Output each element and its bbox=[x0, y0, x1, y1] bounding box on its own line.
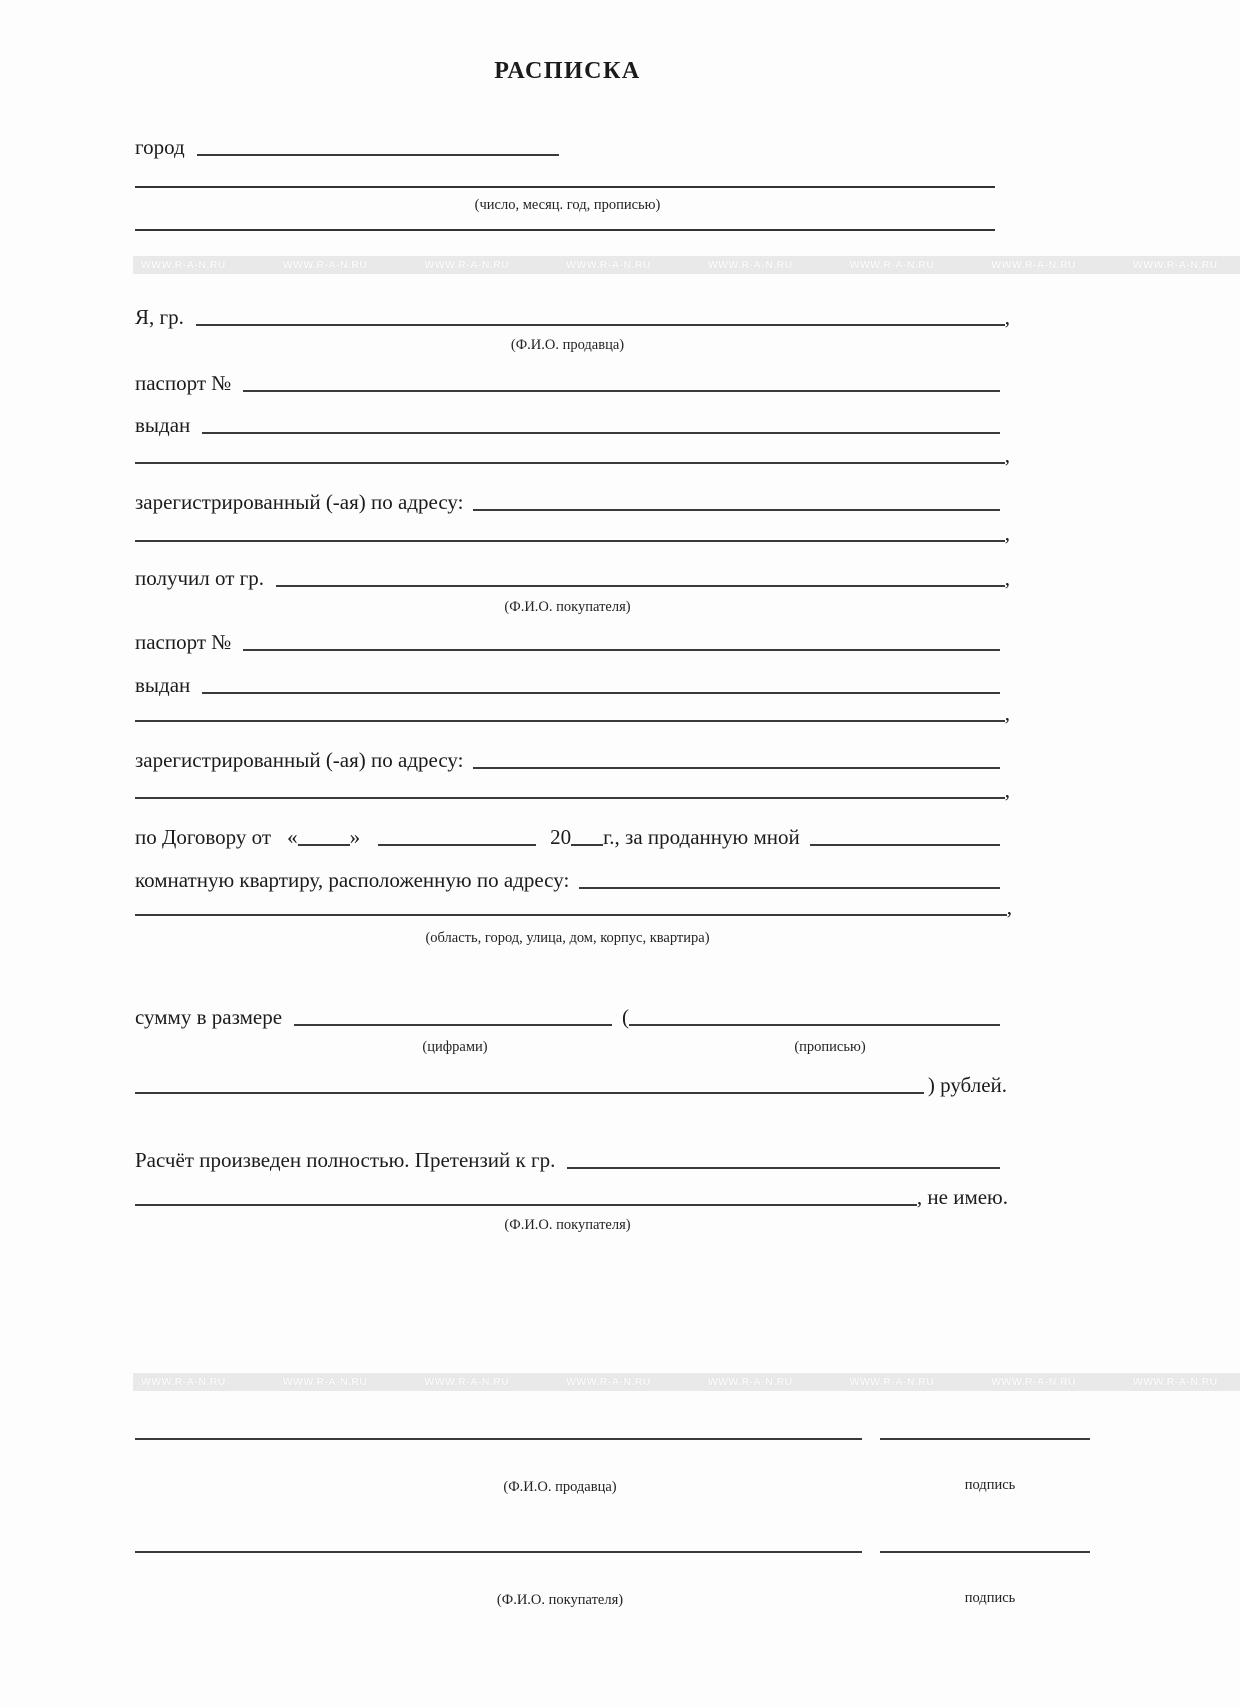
buyer-address-cont-row bbox=[135, 778, 1010, 802]
rubles-suffix: ) рублей. bbox=[927, 1073, 1007, 1097]
buyer-signature-row bbox=[135, 1551, 1090, 1556]
buyer-issued-fill-line bbox=[202, 692, 1000, 694]
buyer-address-row bbox=[135, 748, 1000, 772]
address-hint: (область, город, улица, дом, корпус, квартира) bbox=[425, 930, 710, 946]
seller-address-fill-line-2 bbox=[135, 540, 1005, 542]
quote-close: » bbox=[349, 825, 361, 849]
settlement-row bbox=[135, 1148, 1000, 1172]
buyer-issued-cont-row bbox=[135, 701, 1010, 725]
claims-fill-line-2 bbox=[135, 1204, 917, 1206]
seller-signature-line bbox=[880, 1438, 1090, 1440]
year-prefix: 20 bbox=[550, 825, 572, 849]
sum-label: сумму в размере bbox=[135, 1005, 283, 1029]
apartment-label: комнатную квартиру, расположенную по адресу: bbox=[135, 868, 570, 892]
watermark-text: WWW.R-A-N.RU bbox=[991, 1376, 1076, 1388]
sum-digits-fill-line bbox=[294, 1024, 612, 1026]
buyer-issued-label: выдан bbox=[135, 673, 191, 697]
rooms-fill-line bbox=[810, 844, 1000, 846]
buyer-address-fill-line-2 bbox=[135, 797, 1005, 799]
seller-fio-hint: (Ф.И.О. продавца) bbox=[510, 337, 625, 353]
contract-year-fill-line bbox=[571, 844, 603, 846]
watermark-text: WWW.R-A-N.RU bbox=[849, 259, 935, 271]
seller-signature-hint: подпись bbox=[964, 1477, 1016, 1493]
city-label: город bbox=[135, 135, 185, 159]
sum-words-fill-line-2 bbox=[135, 1092, 924, 1094]
settlement-label: Расчёт произведен полностью. Претензий к гр. bbox=[135, 1148, 556, 1172]
buyer-signature-hint: подпись bbox=[964, 1590, 1016, 1606]
watermark-text: WWW.R-A-N.RU bbox=[1132, 259, 1218, 271]
comma: , bbox=[1004, 443, 1010, 467]
buyer-issued-row bbox=[135, 673, 1000, 697]
date-hint: (число, месяц. год, прописью) bbox=[474, 197, 661, 213]
contract-month-fill-line bbox=[378, 844, 536, 846]
seller-registered-label: зарегистрированный (-ая) по адресу: bbox=[135, 490, 464, 514]
comma: , bbox=[1006, 895, 1012, 919]
claims-fill-line bbox=[567, 1167, 1000, 1169]
words-hint: (прописью) bbox=[794, 1039, 866, 1055]
seller-intro-label: Я, гр. bbox=[135, 305, 184, 329]
seller-address-cont-row bbox=[135, 521, 1010, 545]
paren-open: ( bbox=[622, 1005, 630, 1029]
comma: , bbox=[1004, 701, 1010, 725]
watermark-text: WWW.R-A-N.RU bbox=[566, 1376, 651, 1388]
comma: , bbox=[1004, 778, 1010, 802]
seller-passport-row bbox=[135, 371, 1000, 395]
rubles-row bbox=[135, 1073, 1007, 1097]
seller-signature-name-line bbox=[135, 1438, 862, 1440]
seller-signature-row bbox=[135, 1438, 1090, 1443]
comma: , bbox=[1004, 566, 1010, 590]
seller-passport-label: паспорт № bbox=[135, 371, 232, 395]
contract-label-2: г., за проданную мной bbox=[603, 825, 800, 849]
digits-hint: (цифрами) bbox=[422, 1039, 488, 1055]
settlement-buyer-fio-hint: (Ф.И.О. покупателя) bbox=[504, 1217, 631, 1233]
apartment-address-fill-line bbox=[579, 887, 1000, 889]
buyer-intro-row bbox=[135, 566, 1010, 590]
buyer-passport-row bbox=[135, 630, 1000, 654]
apartment-address-cont-row bbox=[135, 895, 1012, 919]
contract-day-fill-line bbox=[298, 844, 350, 846]
buyer-address-fill-line bbox=[473, 767, 1000, 769]
watermark-band bbox=[133, 1373, 1240, 1391]
seller-address-fill-line bbox=[473, 509, 1000, 511]
apartment-row bbox=[135, 868, 1000, 892]
comma: , bbox=[1004, 521, 1010, 545]
watermark-band bbox=[133, 256, 1240, 274]
watermark-text: WWW.R-A-N.RU bbox=[424, 1376, 510, 1388]
watermark-text: WWW.R-A-N.RU bbox=[141, 1376, 226, 1388]
page-title: РАСПИСКА bbox=[494, 58, 641, 84]
watermark-text: WWW.R-A-N.RU bbox=[1132, 1376, 1218, 1388]
apartment-address-fill-line-2 bbox=[135, 914, 1007, 916]
seller-name-fill-line bbox=[196, 324, 1005, 326]
date-fill-line-2 bbox=[135, 229, 995, 231]
contract-label: по Договору от bbox=[135, 825, 272, 849]
watermark-text: WWW.R-A-N.RU bbox=[991, 259, 1076, 271]
received-from-label: получил от гр. bbox=[135, 566, 264, 590]
seller-issued-label: выдан bbox=[135, 413, 191, 437]
seller-issued-fill-line bbox=[202, 432, 1000, 434]
seller-issued-row bbox=[135, 413, 1000, 437]
buyer-passport-fill-line bbox=[243, 649, 1000, 651]
seller-issued-cont-row bbox=[135, 443, 1010, 467]
no-claims-row bbox=[135, 1185, 1008, 1209]
watermark-text: WWW.R-A-N.RU bbox=[282, 259, 368, 271]
buyer-signature-line bbox=[880, 1551, 1090, 1553]
seller-address-row bbox=[135, 490, 1000, 514]
buyer-issued-fill-line-2 bbox=[135, 720, 1005, 722]
date-fill-line bbox=[135, 186, 995, 188]
quote-open: « bbox=[287, 825, 298, 849]
city-row bbox=[135, 135, 615, 159]
city-fill-line bbox=[197, 154, 559, 156]
buyer-signature-fio-hint: (Ф.И.О. покупателя) bbox=[496, 1592, 624, 1608]
contract-row bbox=[135, 825, 1000, 849]
no-claims-suffix: , не имею. bbox=[916, 1185, 1008, 1209]
seller-signature-fio-hint: (Ф.И.О. продавца) bbox=[503, 1479, 617, 1495]
seller-intro-row bbox=[135, 305, 1010, 329]
comma: , bbox=[1004, 305, 1010, 329]
watermark-text: WWW.R-A-N.RU bbox=[707, 1376, 793, 1388]
seller-passport-fill-line bbox=[243, 390, 1000, 392]
buyer-passport-label: паспорт № bbox=[135, 630, 232, 654]
sum-words-fill-line bbox=[629, 1024, 1000, 1026]
buyer-signature-name-line bbox=[135, 1551, 862, 1553]
buyer-fio-hint: (Ф.И.О. покупателя) bbox=[504, 599, 631, 615]
watermark-text: WWW.R-A-N.RU bbox=[282, 1376, 368, 1388]
watermark-text: WWW.R-A-N.RU bbox=[424, 259, 510, 271]
watermark-text: WWW.R-A-N.RU bbox=[849, 1376, 935, 1388]
seller-issued-fill-line-2 bbox=[135, 462, 1005, 464]
buyer-name-fill-line bbox=[276, 585, 1005, 587]
watermark-text: WWW.R-A-N.RU bbox=[141, 259, 226, 271]
watermark-text: WWW.R-A-N.RU bbox=[707, 259, 793, 271]
watermark-text: WWW.R-A-N.RU bbox=[566, 259, 651, 271]
buyer-registered-label: зарегистрированный (-ая) по адресу: bbox=[135, 748, 464, 772]
sum-row bbox=[135, 1005, 1000, 1029]
